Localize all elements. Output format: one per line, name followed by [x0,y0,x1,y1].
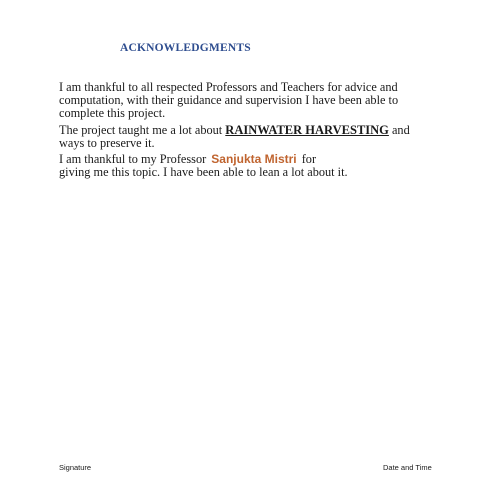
paragraph-line: complete this project. [59,106,166,120]
paragraph-project-topic [59,124,449,150]
paragraph-text: and [388,123,410,137]
paragraph-text: for [298,152,317,166]
signature-label: Signature [59,463,92,472]
paragraph-line: giving me this topic. I have been able to lean a lot about it. [59,165,348,179]
date-time-label: Date and Time [383,463,432,472]
paragraph-thanks-teachers [59,81,449,120]
paragraph-line: computation, with their guidance and supervision I have been able to [59,93,399,107]
paragraph-line: ways to preserve it. [59,136,155,150]
professor-name: Sanjukta Mistri [211,152,297,166]
page-title: ACKNOWLEDGMENTS [120,42,251,54]
paragraph-text: The project taught me a lot about [59,123,226,137]
paragraph-text: I am thankful to my Professor [59,152,210,166]
paragraph-thanks-professor [59,153,449,179]
paragraph-line: I am thankful to all respected Professors and Teachers for advice and [59,80,398,94]
project-topic: RAINWATER HARVESTING [225,123,389,137]
